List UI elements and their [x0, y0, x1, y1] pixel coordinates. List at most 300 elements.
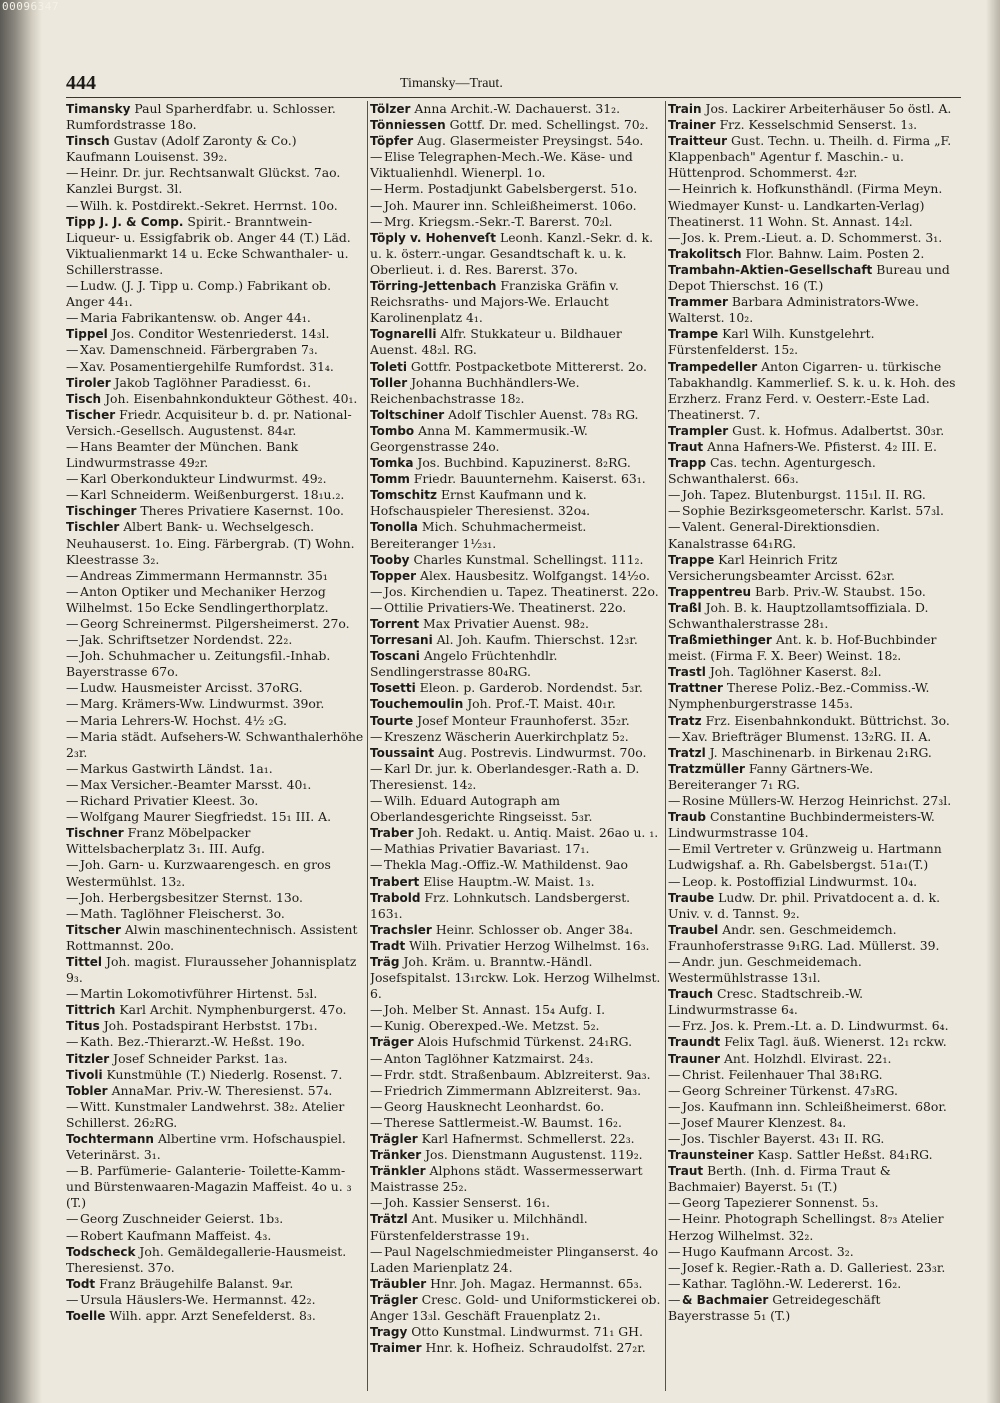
directory-entry	[370, 825, 662, 841]
directory-entry	[668, 793, 962, 809]
entry-details: Karl Schneiderm. Weißenburgerst. 18₁u.₂.	[80, 487, 345, 503]
directory-entry	[668, 841, 962, 873]
entry-surname: Toltschiner	[370, 407, 445, 422]
entry-details: Joh. Taglöhner Kaserst. 8₂l.	[709, 664, 882, 680]
repeat-dash: —	[66, 1098, 79, 1114]
entry-details: Frz. Jos. k. Prem.-Lt. a. D. Lindwurmst. 6₄.	[682, 1018, 949, 1034]
directory-entry	[668, 922, 962, 954]
entry-details: Joh. Herbergsbesitzer Sternst. 13o.	[80, 889, 303, 905]
entry-details: Andreas Zimmermann Hermannstr. 35₁	[80, 567, 328, 583]
directory-entry	[66, 584, 364, 616]
repeat-dash: —	[668, 1195, 681, 1211]
directory-column-1	[66, 101, 364, 1391]
entry-details: Martin Lokomotivführer Hirtenst. 5₃l.	[80, 986, 318, 1002]
entry-details: Valent. General-Direktionsdien. Kanalstrasse 64₁RG.	[668, 519, 880, 551]
directory-entry	[66, 1067, 364, 1083]
entry-details: Franziska Gräfin v. Reichsraths- und Majors-We. Erlaucht Karolinenplatz 4₁.	[370, 278, 619, 326]
entry-surname: Tratzl	[668, 745, 706, 760]
entry-surname: Trampler	[668, 423, 729, 438]
repeat-dash: —	[668, 953, 681, 969]
entry-details: J. Maschinenarb. in Birkenau 2₁RG.	[709, 744, 932, 760]
entry-details: Witt. Kunstmaler Landwehrst. 38₂. Atelier Schillerst. 26₂RG.	[66, 1098, 345, 1130]
directory-entry	[66, 729, 364, 761]
entry-details: Richard Privatier Kleest. 3o.	[80, 793, 259, 809]
entry-details: Joh. Melber St. Annast. 15₄ Aufg. I.	[384, 1002, 606, 1018]
entry-details: Jos. Buchbind. Kapuzinerst. 8₂RG.	[417, 455, 631, 471]
repeat-dash: —	[66, 1227, 79, 1243]
directory-entry	[668, 439, 962, 455]
entry-details: Barb. Priv.-W. Staubst. 15o.	[755, 583, 926, 599]
entry-details: Joh. B. k. Hauptzollamtsoffiziala. D. Schwanthalerstrasse 28₁.	[668, 599, 929, 631]
repeat-dash: —	[370, 197, 383, 213]
entry-surname: Traundt	[668, 1035, 721, 1050]
entry-surname: Trabold	[370, 890, 421, 905]
repeat-dash: —	[370, 1114, 383, 1130]
directory-entry	[370, 1244, 662, 1276]
repeat-dash: —	[668, 181, 681, 197]
directory-entry	[66, 857, 364, 889]
entry-details: Heinr. Dr. jur. Rechtsanwalt Glückst. 7ao. Kanzlei Burgst. 3l.	[66, 165, 341, 197]
entry-details: Mathias Privatier Bavariast. 17₁.	[384, 841, 590, 857]
directory-entry	[66, 391, 364, 407]
entry-details: Frdr. stdt. Straßenbaum. Ablzreiterst. 9a₃.	[384, 1066, 651, 1082]
entry-surname: Trammer	[668, 295, 728, 310]
entry-details: Jos. Conditor Westenriederst. 14₃l.	[111, 326, 330, 342]
entry-surname: Trägler	[370, 1292, 418, 1307]
directory-entry	[370, 1195, 662, 1211]
entry-surname: Tombo	[370, 423, 415, 438]
entry-surname: Tochtermann	[66, 1132, 154, 1146]
directory-entry	[668, 133, 962, 181]
repeat-dash: —	[370, 857, 383, 873]
entry-surname: Titus	[66, 1019, 100, 1034]
directory-entry	[66, 648, 364, 680]
entry-details: Franz Bräugehilfe Balanst. 9₄r.	[99, 1275, 294, 1291]
entry-details: Barbara Administrators-Wwe. Walterst. 10₂.	[668, 294, 919, 326]
entry-details: Alois Hufschmid Türkenst. 24₁RG.	[417, 1034, 633, 1050]
entry-details: Herm. Postadjunkt Gabelsbergerst. 51o.	[384, 181, 638, 197]
directory-entry	[370, 1292, 662, 1324]
directory-entry	[66, 165, 364, 197]
entry-details: Maria Fabrikantensw. ob. Anger 44₁.	[80, 310, 311, 326]
page-binding-shadow	[0, 0, 42, 1403]
entry-details: Ursula Häuslers-We. Hermannst. 42₂.	[80, 1291, 316, 1307]
entry-surname: Tiroler	[66, 375, 111, 390]
entry-surname: Titscher	[66, 922, 121, 937]
entry-details: Joh. Kassier Senserst. 16₁.	[384, 1195, 551, 1211]
entry-details: Frz. Lohnkutsch. Landsbergerst. 163₁.	[370, 889, 631, 921]
directory-entry	[370, 874, 662, 890]
entry-surname: Trattner	[668, 681, 723, 696]
entry-details: Ludw. Hausmeister Arcisst. 37oRG.	[80, 680, 303, 696]
entry-details: Kasp. Sattler Heßst. 84₁RG.	[757, 1147, 933, 1163]
entry-details: Getreidegeschäft Bayerstrasse 5₁ (T.)	[668, 1291, 881, 1324]
entry-details: Johanna Buchhändlers-We. Reichenbachstrasse 18₂.	[370, 374, 580, 406]
entry-details: Wilh. k. Postdirekt.-Sekret. Herrnst. 10o.	[80, 197, 338, 213]
entry-surname: Tischer	[66, 407, 116, 422]
repeat-dash: —	[668, 1066, 681, 1082]
directory-entry	[66, 503, 364, 519]
entry-surname: Tinsch	[66, 134, 110, 149]
directory-entry	[668, 745, 962, 761]
directory-entry	[66, 326, 364, 342]
repeat-dash: —	[370, 149, 383, 165]
repeat-dash: —	[668, 487, 681, 503]
entry-details: Georg Schreinermst. Pilgersheimerst. 27o.	[80, 616, 350, 631]
directory-entry	[66, 1051, 364, 1067]
entry-details: Hnr. Joh. Magaz. Hermannst. 65₃.	[430, 1275, 643, 1291]
directory-entry	[370, 793, 662, 825]
repeat-dash: —	[370, 1050, 383, 1066]
directory-entry	[370, 954, 662, 1002]
directory-entry	[66, 793, 364, 809]
entry-details: Spirit.- Branntwein-Liqueur- u. Essigfabrik ob. Anger 44 (T.) Läd. Viktualienmarkt 14 u. Ecke Schwanthaler- u. Schillerstrasse.	[66, 213, 351, 277]
entry-surname: Tratz	[668, 713, 702, 728]
directory-entry	[370, 101, 662, 117]
repeat-dash: —	[668, 841, 681, 857]
directory-entry	[66, 632, 364, 648]
entry-surname: Tölzer	[370, 102, 411, 116]
directory-entry	[66, 439, 364, 471]
entry-surname: Trappe	[668, 552, 715, 567]
entry-surname: Tomschitz	[370, 488, 437, 503]
directory-entry	[66, 809, 364, 825]
entry-details: Christ. Feilenhauer Thal 38₁RG.	[682, 1066, 883, 1082]
entry-details: Aug. Glasermeister Preysingst. 54o.	[417, 133, 644, 149]
entry-surname: Tipp J. J. & Comp.	[66, 214, 184, 229]
directory-entry	[668, 1034, 962, 1050]
repeat-dash: —	[66, 438, 79, 454]
page-edge	[986, 0, 1000, 1403]
entry-details: Otto Kunstmal. Lindwurmst. 71₁ GH.	[411, 1324, 643, 1340]
repeat-dash: —	[66, 986, 79, 1002]
directory-entry	[370, 890, 662, 922]
repeat-dash: —	[66, 358, 79, 374]
repeat-dash: —	[66, 616, 79, 631]
directory-entry	[370, 713, 662, 729]
entry-surname: Toleti	[370, 359, 407, 374]
entry-surname: Tradt	[370, 938, 406, 953]
entry-details: Wilh. Privatier Herzog Wilhelmst. 16₃.	[409, 937, 650, 953]
repeat-dash: —	[668, 1259, 681, 1275]
entry-surname: Trampedeller	[668, 359, 758, 374]
entry-details: Cresc. Gold- und Uniformstickerei ob. Anger 13₃l. Geschäft Frauenplatz 2₁.	[370, 1291, 661, 1324]
entry-details: Joh. Gemäldegallerie-Hausmeist. Theresienst. 37o.	[66, 1243, 347, 1275]
entry-surname: Trauner	[668, 1051, 721, 1066]
entry-surname: Tischinger	[66, 504, 137, 519]
directory-entry	[66, 1099, 364, 1131]
entry-surname: Traßmiethinger	[668, 633, 772, 648]
entry-details: Ludw. Dr. phil. Privatdocent a. d. k. Univ. v. d. Tannst. 9₂.	[668, 889, 941, 921]
entry-details: Jak. Schriftsetzer Nordendst. 22₂.	[80, 632, 293, 648]
entry-details: Karl Archit. Nymphenburgerst. 47o.	[119, 1002, 347, 1018]
directory-entry	[668, 1276, 962, 1292]
entry-details: Hugo Kaufmann Arcost. 3₂.	[682, 1243, 854, 1259]
entry-surname: Timansky	[66, 102, 131, 116]
repeat-dash: —	[370, 1002, 383, 1018]
directory-entry	[370, 1131, 662, 1147]
entry-details: Max Versicher.-Beamter Marsst. 40₁.	[80, 776, 312, 792]
entry-details: Frz. Eisenbahnkondukt. Büttrichst. 3o.	[705, 712, 950, 728]
directory-entry	[668, 423, 962, 439]
repeat-dash: —	[66, 471, 79, 487]
entry-surname: Träubler	[370, 1276, 427, 1291]
entry-surname: Tooby	[370, 552, 410, 567]
entry-details: Marg. Krämers-Ww. Lindwurmst. 39or.	[80, 696, 325, 712]
directory-entry	[668, 117, 962, 133]
repeat-dash: —	[66, 567, 79, 583]
directory-entry	[370, 1002, 662, 1018]
entry-details: Markus Gastwirth Ländst. 1a₁.	[80, 760, 273, 776]
entry-surname: Traube	[668, 890, 715, 905]
repeat-dash: —	[370, 1098, 383, 1114]
entry-surname: Trakolitsch	[668, 246, 742, 261]
directory-entry	[66, 471, 364, 487]
repeat-dash: —	[668, 1211, 681, 1227]
entry-details: Jos. Kirchendien u. Tapez. Theatinerst. 22o.	[384, 583, 659, 599]
entry-surname: Träg	[370, 954, 400, 969]
entry-details: Wolfgang Maurer Siegfriedst. 15₁ III. A.	[80, 809, 332, 825]
entry-surname: Tomm	[370, 472, 410, 487]
directory-entry	[668, 1051, 962, 1067]
directory-entry	[370, 133, 662, 149]
entry-surname: Toller	[370, 375, 408, 390]
entry-details: Ernst Kaufmann und k. Hofschauspieler Theresienst. 32o₄.	[370, 487, 591, 519]
directory-entry	[370, 680, 662, 696]
archive-stamp: 00096347	[2, 0, 59, 13]
entry-details: Rosine Müllers-W. Herzog Heinrichst. 27₃l.	[682, 793, 952, 809]
entry-details: Ottilie Privatiers-We. Theatinerst. 22o.	[384, 599, 627, 615]
entry-surname: Tonolla	[370, 520, 418, 535]
entry-details: Joh. Schuhmacher u. Zeitungsfil.-Inhab. Bayerstrasse 67o.	[66, 648, 331, 680]
entry-details: Jos. Tischler Bayerst. 43₁ II. RG.	[682, 1131, 885, 1146]
directory-entry	[370, 552, 662, 568]
directory-entry	[66, 1083, 364, 1099]
directory-entry	[370, 375, 662, 407]
directory-entry	[668, 874, 962, 890]
entry-details: Thekla Mag.-Offiz.-W. Mathildenst. 9ao	[384, 857, 628, 873]
directory-entry	[66, 1211, 364, 1227]
directory-entry	[370, 841, 662, 857]
entry-details: Jos. Dienstmann Augustenst. 119₂.	[425, 1147, 643, 1163]
entry-surname: Trätzl	[370, 1212, 408, 1227]
entry-details: Maria städt. Aufsehers-W. Schwanthalerhöhe 2₃r.	[66, 728, 364, 760]
entry-details: Gottfr. Postpacketbote Mittererst. 2o.	[410, 358, 647, 374]
entry-details: Elise Hauptm.-W. Maist. 1₃.	[423, 873, 595, 889]
entry-details: Paul Nagelschmiedmeister Plinganserst. 4o Laden Marienplatz 24.	[370, 1243, 659, 1275]
entry-surname: Tognarelli	[370, 327, 437, 342]
directory-entry	[370, 519, 662, 551]
entry-surname: Traut	[668, 1164, 704, 1179]
entry-details: Karl Wilh. Kunstgelehrt. Fürstenfelderst. 15₂.	[668, 326, 875, 358]
directory-entry	[66, 278, 364, 310]
repeat-dash: —	[370, 793, 383, 809]
directory-entry	[66, 375, 364, 391]
entry-surname: Torrent	[370, 617, 420, 631]
directory-entry	[66, 1034, 364, 1050]
entry-surname: Train	[668, 102, 702, 116]
directory-entry	[370, 1147, 662, 1163]
entry-surname: Tittrich	[66, 1003, 116, 1018]
directory-entry	[66, 1163, 364, 1211]
directory-entry	[370, 230, 662, 278]
entry-details: Flor. Bahnw. Laim. Posten 2.	[745, 245, 925, 261]
directory-entry	[370, 407, 662, 423]
directory-entry	[668, 552, 962, 584]
directory-column-2	[370, 101, 662, 1391]
repeat-dash: —	[370, 599, 383, 615]
directory-column-3	[668, 101, 962, 1391]
directory-entry	[370, 761, 662, 793]
entry-details: Kath. Bez.-Thierarzt.-W. Heßst. 19o.	[80, 1034, 305, 1050]
entry-details: Josef Maurer Klenzest. 8₄.	[682, 1114, 847, 1130]
entry-details: Emil Vertreter v. Grünzweig u. Hartmann Ludwigshaf. a. Rh. Gabelsbergst. 51a₁(T.)	[668, 841, 942, 873]
entry-details: Frz. Kesselschmid Senserst. 1₃.	[719, 117, 918, 133]
directory-entry	[66, 407, 364, 439]
directory-entry	[370, 1276, 662, 1292]
directory-entry	[66, 214, 364, 278]
repeat-dash: —	[668, 503, 681, 519]
entry-surname: & Bachmaier	[682, 1292, 769, 1307]
entry-details: Xav. Briefträger Blumenst. 13₂RG. II. A.	[682, 728, 932, 744]
entry-details: Ant. Musiker u. Milchhändl. Fürstenfelderstrasse 19₁.	[370, 1211, 588, 1243]
entry-details: Xav. Posamentiergehilfe Rumfordst. 31₄.	[80, 358, 334, 374]
entry-surname: Tragy	[370, 1325, 408, 1340]
header-rule	[66, 97, 961, 98]
entry-surname: Traubel	[668, 922, 719, 937]
directory-entry	[668, 986, 962, 1018]
repeat-dash: —	[66, 680, 79, 696]
repeat-dash: —	[66, 760, 79, 776]
entry-surname: Todscheck	[66, 1244, 136, 1259]
directory-entry	[668, 680, 962, 712]
directory-entry	[66, 1018, 364, 1034]
entry-details: Paul Sparherdfabr. u. Schlosser. Rumfordstrasse 18o.	[66, 101, 336, 133]
entry-details: Maria Lehrers-W. Hochst. 4½ ₂G.	[80, 712, 287, 728]
entry-details: Anna Hafners-We. Pfisterst. 4₂ III. E.	[707, 438, 937, 454]
entry-surname: Traut	[668, 439, 704, 454]
entry-details: Joh. Maurer inn. Schleißheimerst. 106o.	[384, 197, 637, 213]
page-number: 444	[66, 72, 96, 94]
repeat-dash: —	[66, 278, 79, 294]
entry-surname: Tönniessen	[370, 118, 446, 133]
entry-details: Alfr. Stukkateur u. Bildhauer Auenst. 48₂l. RG.	[370, 326, 622, 358]
directory-entry	[668, 1211, 962, 1243]
directory-entry	[668, 519, 962, 551]
directory-entry	[66, 1131, 364, 1163]
entry-details: Gust. k. Hofmus. Adalbertst. 30₃r.	[732, 422, 945, 438]
entry-details: Hnr. k. Hofheiz. Schraudolfst. 27₂r.	[425, 1340, 646, 1356]
entry-details: Joh. Eisenbahnkondukteur Göthest. 40₁.	[105, 390, 358, 406]
repeat-dash: —	[370, 728, 383, 744]
repeat-dash: —	[668, 1291, 681, 1307]
entry-surname: Tisch	[66, 391, 102, 406]
repeat-dash: —	[66, 1163, 79, 1179]
directory-entry	[370, 1083, 662, 1099]
entry-details: Jakob Taglöhner Paradiesst. 6₁.	[114, 374, 312, 390]
repeat-dash: —	[66, 1034, 79, 1050]
directory-entry	[370, 214, 662, 230]
entry-details: Karl Hafnermst. Schmellerst. 22₃.	[421, 1131, 635, 1146]
directory-entry	[66, 568, 364, 584]
entry-details: Karl Heinrich Fritz Versicherungsbeamter Arcisst. 62₃r.	[668, 551, 895, 583]
entry-details: Heinr. Photograph Schellingst. 8₇₃ Atelier Herzog Wilhelmst. 32₂.	[668, 1211, 944, 1243]
entry-surname: Torresani	[370, 633, 433, 648]
entry-details: B. Parfümerie- Galanterie- Toilette-Kamm- und Bürstenwaaren-Magazin Maffeist. 4o u. ₃ (T.)	[66, 1163, 352, 1211]
entry-surname: Traßl	[668, 600, 702, 615]
repeat-dash: —	[66, 310, 79, 326]
repeat-dash: —	[370, 1082, 383, 1098]
entry-details: Xav. Damenschneid. Färbergraben 7₃.	[80, 342, 318, 358]
directory-entry	[668, 1083, 962, 1099]
directory-entry	[668, 584, 962, 600]
entry-details: Josef Schneider Parkst. 1a₃.	[113, 1050, 288, 1066]
repeat-dash: —	[370, 583, 383, 599]
entry-details: Anna M. Kammermusik.-W. Georgenstrasse 24o.	[370, 422, 588, 454]
directory-entry	[668, 600, 962, 632]
entry-surname: Tittel	[66, 954, 103, 969]
repeat-dash: —	[370, 181, 383, 197]
entry-surname: Trabert	[370, 874, 420, 889]
repeat-dash: —	[370, 760, 383, 776]
directory-entry	[668, 294, 962, 326]
entry-details: Andr. sen. Geschmeidemch. Fraunhoferstrasse 9₁RG. Lad. Müllerst. 39.	[668, 921, 940, 953]
entry-details: Josef Monteur Fraunhoferst. 35₂r.	[417, 712, 630, 728]
directory-entry	[668, 1163, 962, 1195]
entry-details: Jos. Lackirer Arbeiterhäuser 5o östl. A.	[705, 101, 952, 116]
directory-entry	[370, 1051, 662, 1067]
repeat-dash: —	[66, 583, 79, 599]
directory-entry	[66, 310, 364, 326]
directory-entry	[370, 181, 662, 197]
entry-details: Anna Archit.-W. Dachauerst. 31₂.	[414, 101, 621, 116]
directory-entry	[370, 1211, 662, 1243]
entry-details: Anton Optiker und Mechaniker Herzog Wilhelmst. 15o Ecke Sendlingerthorplatz.	[66, 583, 329, 615]
entry-details: Gottf. Dr. med. Schellingst. 70₂.	[449, 117, 649, 133]
entry-details: Joh. Garn- u. Kurzwaarengesch. en gros Westermühlst. 13₂.	[66, 857, 331, 889]
column-divider	[665, 101, 666, 1391]
entry-details: Ludw. (J. J. Tipp u. Comp.) Fabrikant ob. Anger 44₁.	[66, 278, 332, 310]
entry-surname: Touchemoulin	[370, 697, 464, 712]
repeat-dash: —	[668, 873, 681, 889]
entry-details: Mrg. Kriegsm.-Sekr.-T. Barerst. 70₂l.	[384, 213, 613, 229]
entry-details: Hans Beamter der München. Bank Lindwurmstrasse 49₂r.	[66, 438, 299, 471]
entry-details: Therese Poliz.-Bez.-Commiss.-W. Nymphenburgerstrasse 145₃.	[668, 680, 930, 712]
repeat-dash: —	[668, 1098, 681, 1114]
entry-surname: Tourte	[370, 713, 414, 728]
entry-details: Anton Taglöhner Katzmairst. 24₃.	[384, 1050, 594, 1066]
entry-details: Joh. Tapez. Blutenburgst. 115₁l. II. RG.	[682, 487, 926, 503]
entry-details: Alwin maschinentechnisch. Assistent Rottmannst. 20o.	[66, 921, 358, 953]
directory-entry	[66, 101, 364, 133]
entry-details: Al. Joh. Kaufm. Thierschst. 12₃r.	[436, 632, 638, 648]
entry-details: Albert Bank- u. Wechselgesch. Neuhauserst. 1o. Eing. Färbergrab. (T) Wohn. Kleestrasse 3₂.	[66, 519, 355, 567]
directory-entry	[66, 1228, 364, 1244]
entry-details: Josef k. Regier.-Rath a. D. Galleriest. 23₃r.	[682, 1259, 946, 1275]
directory-entry	[668, 101, 962, 117]
directory-entry	[668, 1067, 962, 1083]
entry-surname: Tivoli	[66, 1067, 103, 1082]
directory-entry	[668, 487, 962, 503]
entry-details: Bureau und Depot Thierschst. 16 (T.)	[668, 261, 950, 294]
directory-entry	[668, 181, 962, 229]
entry-surname: Trainer	[668, 118, 716, 133]
entry-details: Georg Zuschneider Geierst. 1b₃.	[80, 1211, 284, 1227]
directory-entry	[668, 954, 962, 986]
entry-details: Felix Tagl. äuß. Wienerst. 12₁ rckw.	[724, 1034, 947, 1050]
directory-entry	[370, 1324, 662, 1340]
entry-details: Elise Telegraphen-Mech.-We. Käse- und Viktualienhdl. Wienerpl. 1o.	[370, 149, 633, 181]
